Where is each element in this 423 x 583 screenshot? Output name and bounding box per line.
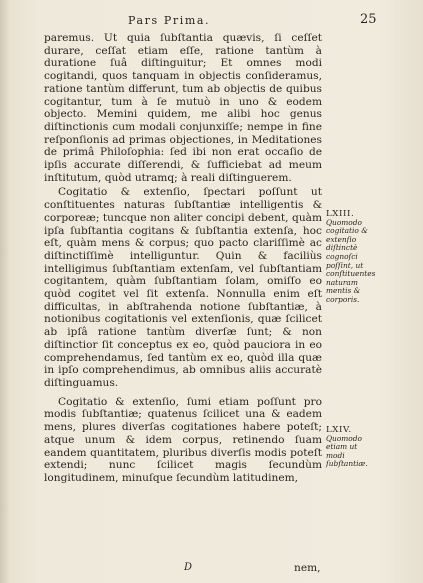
running-title: Pars Prima. [128,14,211,27]
margin-note-text: Quomodo cogitatio & extenſio diſtinctè cognoſci poſſint, ut conſtituentes naturam mentis & corporis. [326,217,376,304]
body-text [44,32,322,485]
margin-note-number: LXIV. [326,425,352,435]
paragraph-3: Cogitatio & extenſio, ſumi etiam poſſunt pro modis ſubſtantiæ; quatenus ſcilicet una & eadem mens, plures diverſas cogitationes habere poteſt; atque unum & idem corpus, retinendo ſuam eandem quantitatem, pluribus diverſis modis poteſt extendi; nunc ſcilicet magis ſecundùm longitudinem, minuſque ſecundùm latitudinem, [44,395,322,484]
margin-note-lxiv [326,426,372,469]
margin-note-text: Quomodo etiam ut modi ſubſtantiæ. [326,433,368,469]
page-header [0,14,423,30]
paragraph-1: paremus. Ut quia ſubſtantia quævis, ſi ceſſet durare, ceſſat etiam eſſe, ratione tantùm à duratione ſuâ diſtinguitur; Et omnes modi cogitandi, quos tanquam in objectis conſideramus, ratione tantùm differunt, tum ab objectis de quibus cogitantur, tum à ſe mutuò in uno & eodem objecto. Memini quidem, me alibi hoc genus diſtinctionis cum modali conjunxiſſe; nempe in fine reſponſionis ad primas objectiones, in Meditationes de primâ Philoſophia: ſed ibi non erat occaſio de ipſis accurate diſſerendi, & ſufficiebat ad meum inſtitutum, quòd utramq; à reali diſtinguerem. [44,32,322,184]
signature-mark: D [184,562,193,573]
margin-note-number: LXIII. [326,209,355,219]
paragraph-2: Cogitatio & extenſio, ſpectari poſſunt ut conſtituentes naturas ſubſtantiæ intelligentis & corporeæ; tuncque non aliter concipi debent, quàm ipſa ſubſtantia cogitans & ſubſtantia extenſa, hoc eſt, quàm mens & corpus; quo pacto clariſſimè ac diſtinctiſſimè intelliguntur. Quin & faciliùs intelligimus ſubſtantiam extenſam, vel ſubſtantiam cogitantem, quàm ſubſtantiam ſolam, omiſſo eo quòd cogitet vel ſit extenſa. Nonnulla enim eſt difficultas, in abſtrahenda notione ſubſtantiæ, à notionibus cogitationis vel extenſionis, quæ ſcilicet ab ipſâ ratione tantùm diverſæ ſunt; & non diſtinctior ſit conceptus ex eo, quòd pauciora in eo comprehendamus, ſed tantùm ex eo, quòd illa quæ in ipſo comprehendimus, ab omnibus aliis accuratè diſtinguamus. [44,186,322,389]
page-number: 25 [360,12,377,27]
catchword: nem, [294,562,321,574]
margin-note-lxiii [326,209,376,305]
